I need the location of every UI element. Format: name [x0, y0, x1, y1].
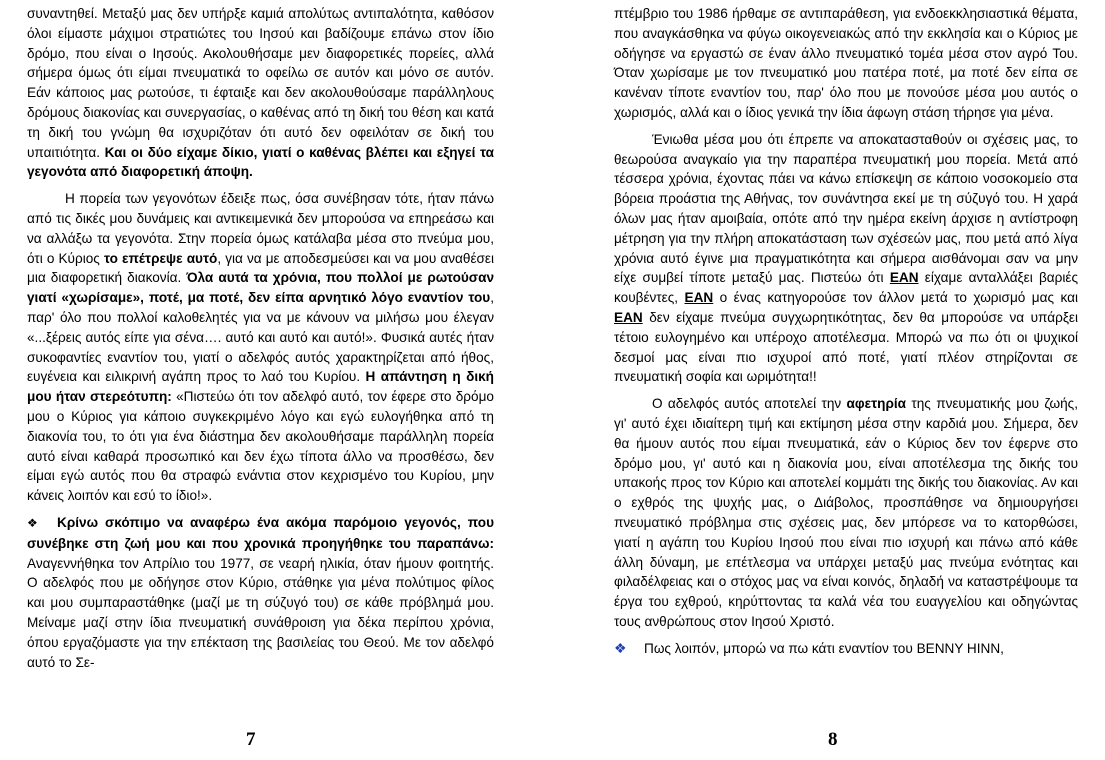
paragraph: πτέμβριο του 1986 ήρθαμε σε αντιπαράθεση, για ενδοεκκλησιαστικά θέματα, που αναγκάσθηκα να φύγω οικογενειακώς από την εκκλησία και ο Κύριος με οδήγησε να εργαστώ σε έναν άλλο πνευματικό τομέα μέσα στον αγρό Του. Όταν χωρίσαμε με τον πνευματικό μου πατέρα ποτέ, μα ποτέ δεν είπα σε κανέναν τίποτε εναντίον του, παρ' όλο που με πονούσε μέσα μου αυτός ο χωρισμός, αλλά και ο ίδιος γενικά την ίδια άφωγη στάση τήρησε για μένα. — [614, 6, 1078, 120]
bullet-paragraph — [27, 513, 494, 672]
bold-text: Κρίνω σκόπιμο να αναφέρω ένα ακόμα παρόμοιο γεγονός, που συνέβηκε στη ζωή μου και που χρονικά προηγήθηκε του παραπάνω: — [27, 514, 494, 551]
bullet-icon: ❖ — [614, 639, 627, 656]
bold-text: το επέτρεψε αυτό — [103, 250, 218, 266]
text-run: συναντηθεί. Μεταξύ μας δεν υπήρξε καμιά απολύτως αντιπαλότητα, καθόσον όλοι είμαστε μάχιμοι στρατιώτες του Ιησού και βαδίζουμε επάνω στον ίδιο δρόμο, που είναι ο Ιησούς. Ακολουθήσαμε μεν διαφορετικές πορείες, αλλά σήμερα όμως ότι είμαι πνευματικά το οφείλω σε αυτόν και μόνο σε αυτόν. Εάν κάποιος μας ρωτούσε, τι έφταιξε και δεν ακολουθούσαμε παράλληλους δρόμους διακονίας και συνεργασίας, ο καθένας από τη δική του θέση και κατά τη δική του γνώμη θα ισχυριζόταν ότι αυτό δεν οφειλόταν σε δική του υπαιτιότητα. — [27, 6, 494, 160]
bullet-icon: ❖ — [27, 515, 38, 530]
text-run: Ο αδελφός αυτός αποτελεί την — [652, 396, 842, 412]
text-run: της πνευματικής μου ζωής, γι' αυτό έχει ιδιαίτερη τιμή και εκτίμηση μέσα στην καρδιά μου. Σήμερα, δεν θα ήμουν αυτός που είμαι πνευματικά, εάν ο Κύριος δεν τον έφερνε στο δρόμο μου, γι' αυτό και η διακονία μου, είναι αποτέλεσμα της δικής του υπακοής προς τον Κύριο και αποτελεί κομμάτι της δικής του διακονίας. Αν και ο εχθρός της ψυχής μας, ο Διάβολος, προσπάθησε να δημιουργήσει πνευματικό πρόβλημα στις σχέσεις μας, δεν μπόρεσε να το κατορθώσει, γιατί η αγάπη του Κυρίου Ιησού που είναι πιο ισχυρή και πάνω από κάθε άλλη δύναμη, με επέτλεσμα να υπάρχει μεταξύ μας πνεύμα ενότητας και φιλαδέλφειας και ο στόχος μας να είναι κοινός, δηλαδή να καταστρέψουμε τα έργα του εχθρού, κηρύττοντας τα καλά νέα του ευαγγελίου και οδηγώντας τους ανθρώπους στον Ιησού Χριστό. — [614, 396, 1078, 629]
paragraph — [614, 130, 1078, 387]
underlined-emphasis: ΕΑΝ — [684, 290, 714, 306]
underlined-emphasis: ΕΑΝ — [889, 270, 919, 286]
text-run: ο ένας κατηγορούσε τον άλλον μετά το χωρισμό μας και — [719, 290, 1078, 306]
bold-text: αφετηρία — [846, 396, 906, 412]
page-number: 8 — [828, 729, 838, 750]
text-run: Αναγεννήθηκα τον Απρίλιο του 1977, σε νεαρή ηλικία, όταν ήμουν φοιτητής. Ο αδελφός που με οδήγησε στον Κύριο, στάθηκε για μένα πολύτιμος φίλος και μου συμπαραστάθηκε (μαζί με τη σύζυγό του) σε κάθε πρόβλημά μου. Μείναμε μαζί στην ίδια πνευματική συνάθροιση για δέκα περίπου χρόνια, όπου εργαζόμαστε για την επέκταση της βασιλείας του Θεού. Με τον αδελφό αυτό το Σε- — [27, 555, 494, 670]
bold-text: Η απάντηση η δική μου ήταν στερεότυπη: — [27, 369, 494, 405]
bold-text: Όλα αυτά τα χρόνια, που πολλοί με ρωτούσαν γιατί «χωρίσαμε», ποτέ, μα ποτέ, δεν είπα αρνητικό λόγο εναντίον του — [27, 270, 495, 306]
text-run: Η πορεία των γεγονότων έδειξε πως, όσα συνέβησαν τότε, ήταν πάνω από τις δικές μου δυνάμεις και αντικειμενικά δεν μπορούσα να επηρεάσω και να αλλάξω τα γεγονότα. Στην πορεία όμως κατάλαβα μέσα στο πνεύμα μου, ότι ο Κύριος — [27, 191, 494, 266]
paragraph — [27, 189, 494, 506]
left-page — [27, 4, 494, 679]
text-run: είχαμε ανταλλάξει βαριές κουβέντες, — [614, 270, 1079, 306]
bold-text: Και οι δύο είχαμε δίκιο, γιατί ο καθένας βλέπει και εξηγεί τα γεγονότα από διαφορετική άποψη. — [27, 144, 494, 180]
bullet-paragraph — [614, 639, 1078, 659]
text-run: δεν είχαμε πνεύμα συγχωρητικότητας, δεν θα μπορούσε να υπάρξει τέτοιο ευλογημένο και υπέροχο αποτέλεσμα. Μπορώ να πω ότι οι ψυχικοί δεσμοί μας είναι πιο ισχυροί από ποτέ, γιατί πλέον στηρίζονται σε πνευματική σοφία και ωριμότητα!! — [614, 309, 1078, 385]
text-run: «Πιστεύω ότι τον αδελφό αυτό, τον έφερε στο δρόμο μου ο Κύριος για κάποιο συγκεκριμένο λόγο και εγώ ευλογήθηκα από τη διακονία του, το ότι για ένα διάστημα δεν ακολουθήσαμε παράλληλη πορεία αυτό είναι καθαρά προσωπικό και δεν έχω τίποτα άλλο να προσθέσω, δεν είμαι εγώ αυτός που θα στραφώ ενάντια στον κεχρισμένο του Κυρίου, μην κάνεις λοιπόν και εσύ το ίδιο!». — [27, 389, 494, 504]
page-number: 7 — [246, 729, 256, 750]
text-run: Ένιωθα μέσα μου ότι έπρεπε να αποκατασταθούν οι σχέσεις μας, το θεωρούσα αναγκαίο για την παραπέρα πνευματική μου πορεία. Μετά από τέσσερα χρόνια, έχοντας πάει να κάνω επίσκεψη σε κάποιο νοσοκομείο στα βόρεια προάστια της Αθήνας, τον συνάντησα εκεί με τη σύζυγό του. Η χαρά όλων μας ήταν αμοιβαία, οπότε από την ημέρα εκείνη άρχισε η αντίστροφη μέτρηση για την πλήρη αποκατάσταση των σχέσεών μας, που μετά από λίγα χρόνια αυτό έγινε μια πραγματικότητα και σήμερα αισθάνομαι σαν να μην είχε συμβεί τίποτε μεταξύ μας. Πιστεύω ότι — [614, 131, 1078, 286]
text-run: Πως λοιπόν, μπορώ να πω κάτι εναντίον του BENNY HINN, — [644, 640, 1004, 656]
text-run: , για να με αποδεσμεύσει και να μου αναθέσει μια διαφορετική διακονία. — [27, 250, 494, 286]
right-page — [614, 4, 1078, 666]
paragraph — [27, 4, 494, 182]
paragraph — [614, 394, 1078, 632]
text-run: , παρ' όλο που πολλοί καλοθελητές για να με κάνουν να μιλήσω μου έλεγαν «...ξέρεις αυτός είπε για σένα…. αυτό και αυτό και αυτό!». Φυσικά αυτές ήταν συκοφαντίες εναντίον του, γιατί ο αδελφός αυτός χαρακτηρίζεται από ήθος, ευγένεια και ειλικρινή αγάπη προς το λαό του Κυρίου. — [27, 290, 494, 385]
underlined-emphasis: ΕΑΝ — [614, 309, 643, 325]
